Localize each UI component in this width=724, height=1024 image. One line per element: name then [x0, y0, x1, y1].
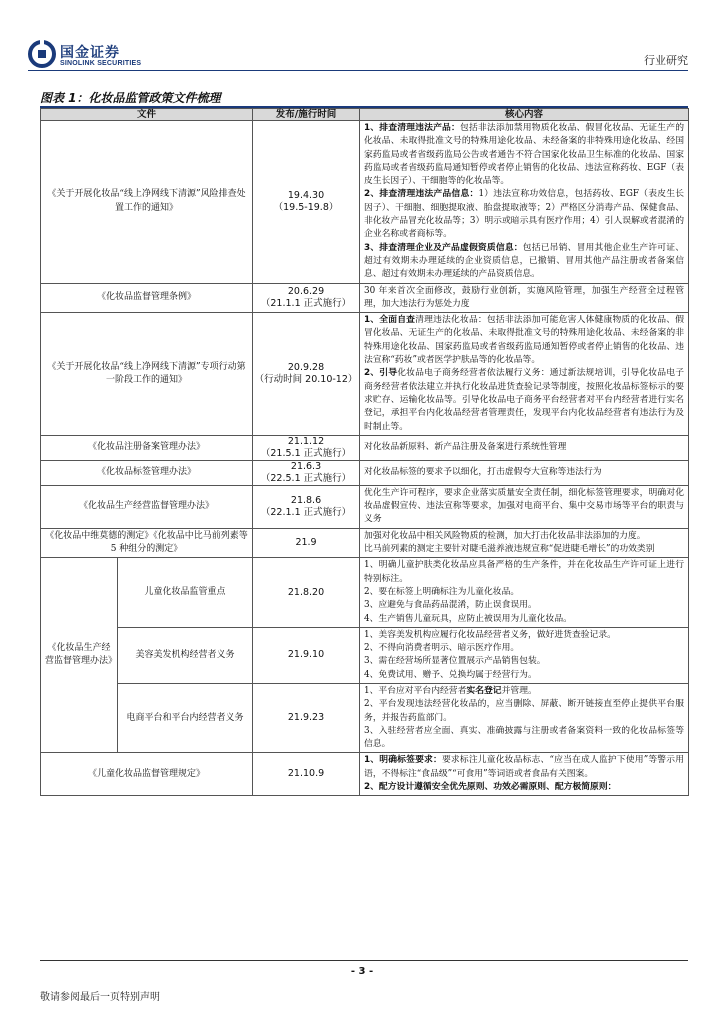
effective-date: （22.1.1 正式施行）	[260, 506, 352, 518]
content-text: 加强对化妆品中相关风险物质的检测，加大打击化妆品非法添加的力度。	[364, 530, 646, 541]
file-name: 《化妆品注册备案管理办法》	[41, 435, 253, 460]
table-row	[41, 528, 689, 558]
release-date: 21.10.9	[253, 753, 360, 796]
file-name: 《化妆品监督管理条例》	[41, 283, 253, 313]
content-cell	[360, 627, 689, 683]
content-text: 2、不得向消费者明示、暗示医疗作用。	[364, 643, 520, 654]
date-cell	[253, 121, 360, 284]
table-row	[41, 460, 689, 485]
figure-title: 图表 1：化妆品监管政策文件梳理	[40, 91, 221, 105]
content-text: 包括非法添加禁用物质化妆品、假冒化妆品、无证生产的化妆品、未取得批准文号的特殊用途化妆品、未经备案的非特殊用途化妆品、经国家药监局或者省级药监局公告或者通告不符合国家化妆品卫生标准的化妆品、国家药监局或者省级药监局通知暂停或者停止销售的化妆品、违法宣称药妆、EGF（表皮生长因子）、干细胞等的化妆品等。	[364, 123, 685, 187]
content-heading: 2、配方设计遵循安全优先原则、功效必需原则、配方极简原则：	[364, 782, 617, 793]
header-file: 文件	[41, 109, 253, 121]
release-date: 20.6.29	[287, 285, 325, 297]
page-header	[0, 0, 724, 80]
release-date: 19.4.30	[287, 189, 325, 201]
sinolink-logo-icon	[28, 40, 56, 68]
file-name: 《化妆品生产经营监督管理办法》	[41, 485, 253, 528]
header-content: 核心内容	[360, 109, 689, 121]
page-number: - 3 -	[350, 966, 374, 977]
content-cell	[360, 753, 689, 796]
release-date: 21.9.23	[253, 683, 360, 752]
content-text: 2、要在标签上明确标注为儿童化妆品。	[364, 586, 520, 597]
content-text: 4、免费试用、赠予、兑换均属于经营行为。	[364, 669, 537, 680]
content-text: 清理违法化妆品：包括非法添加可能危害人体健康物质的化妆品、假冒化妆品、无证生产的化妆品、未取得批准文号的特殊用途化妆品、未经备案的非特殊用途化妆品、国家药监局或者省级药监局通知暂停或者停止销售的化妆品、违法宣称“药妆”或者医学护肤品等的化妆品等。	[364, 315, 685, 366]
header-date: 发布/施行时间	[253, 109, 360, 121]
content-cell: 30 年来首次全面修改，鼓励行业创新，实施风险管理，加强生产经营全过程管理，加大违法行为惩处力度	[360, 283, 689, 313]
logo-text-cn: 国金证券	[60, 45, 120, 61]
content-text: 要求标注儿童化妆品标志、“应当在成人监护下使用”等警示用语，不得标注“食品级”“可食用”等词语或者食品有关图案。	[364, 755, 685, 779]
content-heading: 2、排查清理违法产品信息：	[364, 189, 479, 200]
content-text: 3、需在经营场所显著位置展示产品销售包装。	[364, 656, 546, 667]
content-cell	[360, 528, 689, 558]
content-cell: 对化妆品标签的要求予以细化，打击虚假夸大宣称等违法行为	[360, 460, 689, 485]
release-date: 21.8.6	[290, 494, 322, 506]
table-row	[41, 121, 689, 284]
content-text: 化妆品电子商务经营者依法履行义务：通过新法规培训，引导化妆品电子商务经营者依法建立并执行化妆品进货查验记录等制度，按照化妆品标签标示的要求贮存、运输化妆品等。引导化妆品电子商务平台经营者对平台内经营者进行实名登记，承担平台内化妆品经营者管理责任，发现平台内化妆品经营者有违法行为及时制止等。	[364, 368, 685, 432]
file-name: 《化妆品标签管理办法》	[41, 460, 253, 485]
content-cell	[360, 313, 689, 436]
table-row	[41, 558, 689, 627]
footer-divider	[40, 960, 688, 961]
table-row	[41, 313, 689, 436]
table-row	[41, 435, 689, 460]
content-heading: 2、引导	[364, 368, 398, 379]
release-date: 21.8.20	[253, 558, 360, 627]
file-name: 《化妆品中维莫德的测定》《化妆品中比马前列素等 5 种组分的测定》	[41, 528, 253, 558]
effective-date: （21.1.1 正式施行）	[260, 297, 352, 309]
date-cell	[253, 313, 360, 436]
table-row	[41, 485, 689, 528]
content-cell: 优化生产许可程序，要求企业落实质量安全责任制，细化标签管理要求，明确对化妆品虚假宣传、违法宣称等要求，加强对电商平台、集中交易市场等平台的职责与义务	[360, 485, 689, 528]
effective-date: （21.5.1 正式施行）	[260, 447, 352, 459]
content-emphasis: 实名登记	[466, 685, 502, 696]
content-cell: 对化妆品新原料、新产品注册及备案进行系统性管理	[360, 435, 689, 460]
content-text: 2、平台发现违法经营化妆品的，应当删除、屏蔽、断开链接直至停止提供平台服务，并报告药监部门。	[364, 699, 685, 723]
sub-topic: 美容美发机构经营者义务	[118, 627, 253, 683]
document-type: 行业研究	[644, 54, 688, 67]
effective-date: （22.5.1 正式施行）	[260, 472, 352, 484]
release-date: 21.9.10	[253, 627, 360, 683]
group-file-name: 《化妆品生产经营监督管理办法》	[41, 558, 118, 753]
content-cell	[360, 121, 689, 284]
content-heading: 1、明确标签要求：	[364, 755, 442, 766]
release-date: 21.1.12	[287, 435, 325, 447]
content-text: 包括已吊销、冒用其他企业生产许可证、超过有效期未办理延续的企业资质信息，已撤销、冒用其他产品注册或者备案信息、超过有效期未办理延续的产品资质信息。	[364, 242, 685, 280]
content-text: 1、平台应对平台内经营者	[364, 685, 467, 696]
sub-topic: 电商平台和平台内经营者义务	[118, 683, 253, 752]
content-text: 并管理。	[501, 685, 537, 696]
content-text: 3、入驻经营者应全面、真实、准确披露与注册或者备案资料一致的化妆品标签等信息。	[364, 725, 685, 750]
table-row	[41, 283, 689, 313]
content-text: 3、应避免与食品药品混淆，防止误食误用。	[364, 600, 537, 611]
release-date: 20.9.28	[287, 361, 325, 373]
content-text: 4、生产销售儿童玩具，应防止被误用为儿童化妆品。	[364, 613, 572, 624]
table-row	[41, 753, 689, 796]
company-logo	[28, 38, 158, 74]
content-cell	[360, 558, 689, 627]
content-heading: 1、排查清理违法产品：	[364, 123, 460, 133]
policy-table	[40, 108, 689, 796]
file-name: 《关于开展化妆品“线上净网线下清源”风险排查处置工作的通知》	[41, 121, 253, 284]
date-cell	[253, 485, 360, 528]
logo-text-en: SINOLINK SECURITIES	[60, 60, 142, 67]
effective-date: （19.5-19.8）	[273, 201, 339, 213]
content-cell	[360, 683, 689, 752]
content-text: 1）违法宣称功效信息，包括药妆、EGF（表皮生长因子）、干细胞、细胞提取液、胎盘提取液等；2）严格区分消毒产品、保健食品、非化妆产品冒充化妆品等；3）明示或暗示具有医疗作用；4）引人误解或者混淆的企业名称或者商标等。	[364, 189, 685, 240]
content-heading: 1、全面自查	[364, 315, 416, 326]
table-row	[41, 627, 689, 683]
file-name: 《关于开展化妆品“线上净网线下清源”专项行动第一阶段工作的通知》	[41, 313, 253, 436]
table-header-row	[41, 109, 689, 121]
date-cell	[253, 435, 360, 460]
date-cell	[253, 460, 360, 485]
release-date: 21.6.3	[290, 460, 322, 472]
date-cell	[253, 283, 360, 313]
table-row	[41, 683, 689, 752]
content-text: 1、明确儿童护肤类化妆品应具备严格的生产条件，并在化妆品生产许可证上进行特别标注。	[364, 560, 685, 584]
file-name: 《儿童化妆品监督管理规定》	[41, 753, 253, 796]
header-divider	[28, 70, 688, 71]
release-date: 21.9	[253, 528, 360, 558]
content-text: 1、美容美发机构应履行化妆品经营者义务，做好进货查验记录。	[364, 629, 616, 640]
content-text: 比马前列素的测定主要针对睫毛滋养液违规宣称“促进睫毛增长”的功效类别	[364, 544, 655, 555]
effective-date: （行动时间 20.10-12）	[254, 373, 358, 385]
content-heading: 3、排查清理企业及产品虚假资质信息：	[364, 242, 523, 253]
sub-topic: 儿童化妆品监管重点	[118, 558, 253, 627]
disclaimer-note: 敬请参阅最后一页特别声明	[40, 992, 160, 1003]
